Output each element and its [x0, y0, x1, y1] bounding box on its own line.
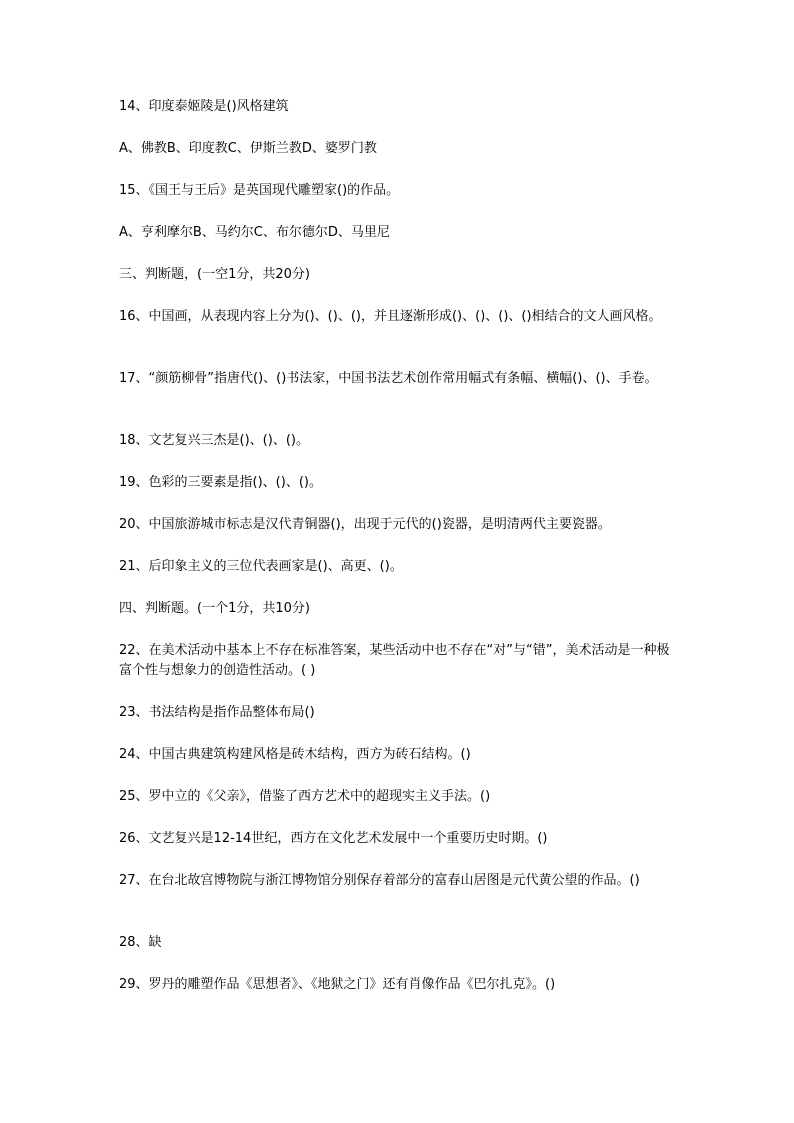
question-29: 29、罗丹的雕塑作品《思想者》、《地狱之门》还有肖像作品《巴尔扎克》。() — [119, 977, 556, 992]
question-24: 24、中国古典建筑构建风格是砖木结构，西方为砖石结构。() — [119, 747, 471, 762]
section-heading-4: 四、判断题。(一个1分，共10分) — [119, 601, 310, 616]
question-22: 22、在美术活动中基本上不存在标准答案，某些活动中也不存在“对”与“错”，美术活动是一种极富个性与想象力的创造性活动。( ) — [119, 643, 670, 678]
question-15-options: A、亨利摩尔B、马约尔C、布尔德尔D、马里尼 — [119, 225, 390, 240]
question-23: 23、书法结构是指作品整体布局() — [119, 705, 315, 720]
question-27: 27、在台北故宫博物院与浙江博物馆分别保存着部分的富春山居图是元代黄公望的作品。() — [119, 873, 640, 888]
question-16: 16、中国画，从表现内容上分为()、()、()，并且逐渐形成()、()、()、()相结合的文人画风格。 — [119, 309, 662, 324]
question-20: 20、中国旅游城市标志是汉代青铜器()，出现于元代的()瓷器，是明清两代主要瓷器。 — [119, 517, 611, 532]
section-heading-3: 三、判断题，(一空1分，共20分) — [119, 267, 310, 282]
question-18: 18、文艺复兴三杰是()、()、()。 — [119, 433, 309, 448]
question-26: 26、文艺复兴是12-14世纪，西方在文化艺术发展中一个重要历史时期。() — [119, 831, 548, 846]
question-14: 14、印度泰姬陵是()风格建筑 — [119, 99, 289, 114]
question-17: 17、“颜筋柳骨”指唐代()、()书法家，中国书法艺术创作常用幅式有条幅、横幅()、()、手卷。 — [119, 371, 658, 386]
question-14-options: A、佛教B、印度教C、伊斯兰教D、婆罗门教 — [119, 141, 377, 156]
question-28: 28、缺 — [119, 935, 162, 950]
question-15: 15、《国王与王后》是英国现代雕塑家()的作品。 — [119, 183, 400, 198]
question-19: 19、色彩的三要素是指()、()、()。 — [119, 475, 322, 490]
question-21: 21、后印象主义的三位代表画家是()、高更、()。 — [119, 559, 403, 574]
question-25: 25、罗中立的《父亲》，借鉴了西方艺术中的超现实主义手法。() — [119, 789, 491, 804]
